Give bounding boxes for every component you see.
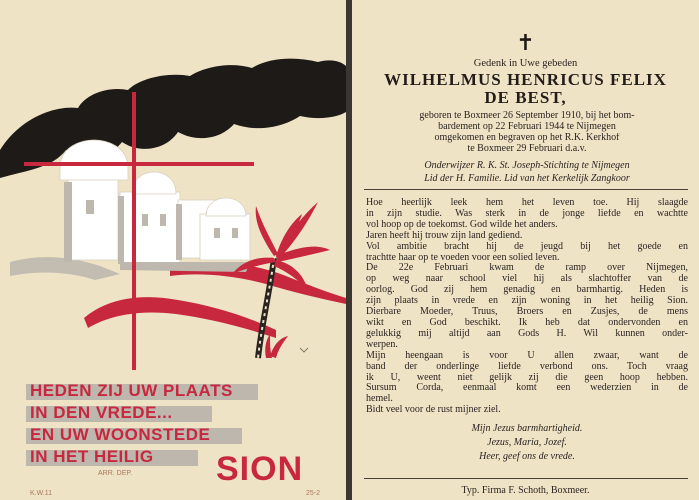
body-line: wikt en God beschikt. Ik heb dat ondervonden en <box>366 317 688 328</box>
body-line: hemel. <box>366 394 393 405</box>
body-line: Jaren heeft hij trouw zijn land gediend. <box>366 230 523 241</box>
body-line: Bidt veel voor de rust mijner ziel. <box>366 405 501 416</box>
body-line: Vol ambitie bracht hij de jeugd bij het goede en <box>366 241 688 252</box>
role-block <box>366 159 688 185</box>
deceased-name-line-1: WILHELMUS HENRICUS FELIX <box>384 70 667 89</box>
body-line: Dierbare Moeder, Truus, Broers en Zusjes, de mens <box>366 307 688 318</box>
cross-vertical <box>132 92 136 370</box>
body-block <box>366 198 688 416</box>
prayer-line: Mijn Jezus barmhartigheid. <box>471 423 583 434</box>
sion-illustration <box>0 0 346 380</box>
prayer-block <box>366 422 688 464</box>
card-heading: Gedenk in Uwe gebeden <box>473 58 578 69</box>
footer-code-left: K.W.11 <box>30 490 53 497</box>
slogan-line-2: IN DEN VREDE... <box>30 403 173 422</box>
deceased-name-line-2: DE BEST, <box>484 88 567 107</box>
divider-bottom <box>364 478 688 479</box>
prayer-card-back <box>352 0 699 500</box>
body-line: De 22e Februari kwam de ramp over Nijmegen, <box>366 263 688 274</box>
cross-icon: ✝ <box>516 30 535 55</box>
artist-mark <box>300 348 308 352</box>
body-line: werpen. <box>366 339 398 350</box>
body-line: Hoe heerlijk leek hem het leven toe. Hij slaagde <box>366 198 688 208</box>
bio-block <box>366 111 688 155</box>
bio-line: omgekomen en begraven op het R.K. Kerkhof <box>434 132 620 143</box>
body-line: gelukkig mij altijd aan Gods H. Wil kunnen onder- <box>366 328 688 339</box>
slogan-line-1: HEDEN ZIJ UW PLAATS <box>30 381 233 400</box>
prayer-line: Heer, geef ons de vrede. <box>479 451 575 462</box>
bio-line: geboren te Boxmeer 26 September 1910, bij het bom- <box>419 111 635 121</box>
body-line: op weg naar school viel hij als slachtoffer van de <box>366 274 688 285</box>
footer-code-right: 25-2 <box>306 490 321 497</box>
body-line: in zijn studie. Was sterk in de jonge liefde en wachtte <box>366 208 688 219</box>
body-line: zijn plaats in vrede en zijn woning in het heilig Sion. <box>366 296 688 307</box>
prayer-line: Jezus, Maria, Jozef. <box>487 437 567 448</box>
body-line: band der onderlinge liefde verbond ons. Toch vraag <box>366 361 688 372</box>
body-line: oorlog. God zij hem genadig en barmhartig. Heden is <box>366 285 688 296</box>
divider-top <box>364 189 688 190</box>
storm-cloud <box>0 59 346 178</box>
sion-word: SION <box>216 450 304 488</box>
body-line: vol hoop op de toekomst. God wilde het anders. <box>366 219 558 230</box>
bio-line: bardement op 22 Februari 1944 te Nijmegen <box>438 121 616 132</box>
body-line: Sursum Corda, eenmaal komt een wederzien in de <box>366 383 688 394</box>
role-line: Onderwijzer R. K. St. Joseph-Stichting te Nijmegen <box>424 160 630 171</box>
slogan-line-3: EN UW WOONSTEDE <box>30 425 211 444</box>
cross-horizontal <box>24 162 254 166</box>
body-line: ik U, weent niet gelijk zij die geen hoop hebben. <box>366 372 688 383</box>
bio-line: te Boxmeer 29 Februari d.a.v. <box>467 143 587 154</box>
body-line: trachtte haar op te voeden voor een solied leven. <box>366 252 560 263</box>
body-line: Mijn heengaan is voor U allen zwaar, want de <box>366 350 688 361</box>
role-line: Lid der H. Familie. Lid van het Kerkelijk Zangkoor <box>424 173 630 184</box>
printer-credit: Typ. Firma F. Schoth, Boxmeer. <box>461 485 590 496</box>
slogan-line-4: IN HET HEILIG <box>30 447 154 466</box>
red-hill <box>84 297 276 338</box>
prayer-card-front <box>0 0 346 500</box>
footer-code-arr: ARR. DEP. <box>98 470 133 477</box>
small-plant <box>265 334 288 358</box>
